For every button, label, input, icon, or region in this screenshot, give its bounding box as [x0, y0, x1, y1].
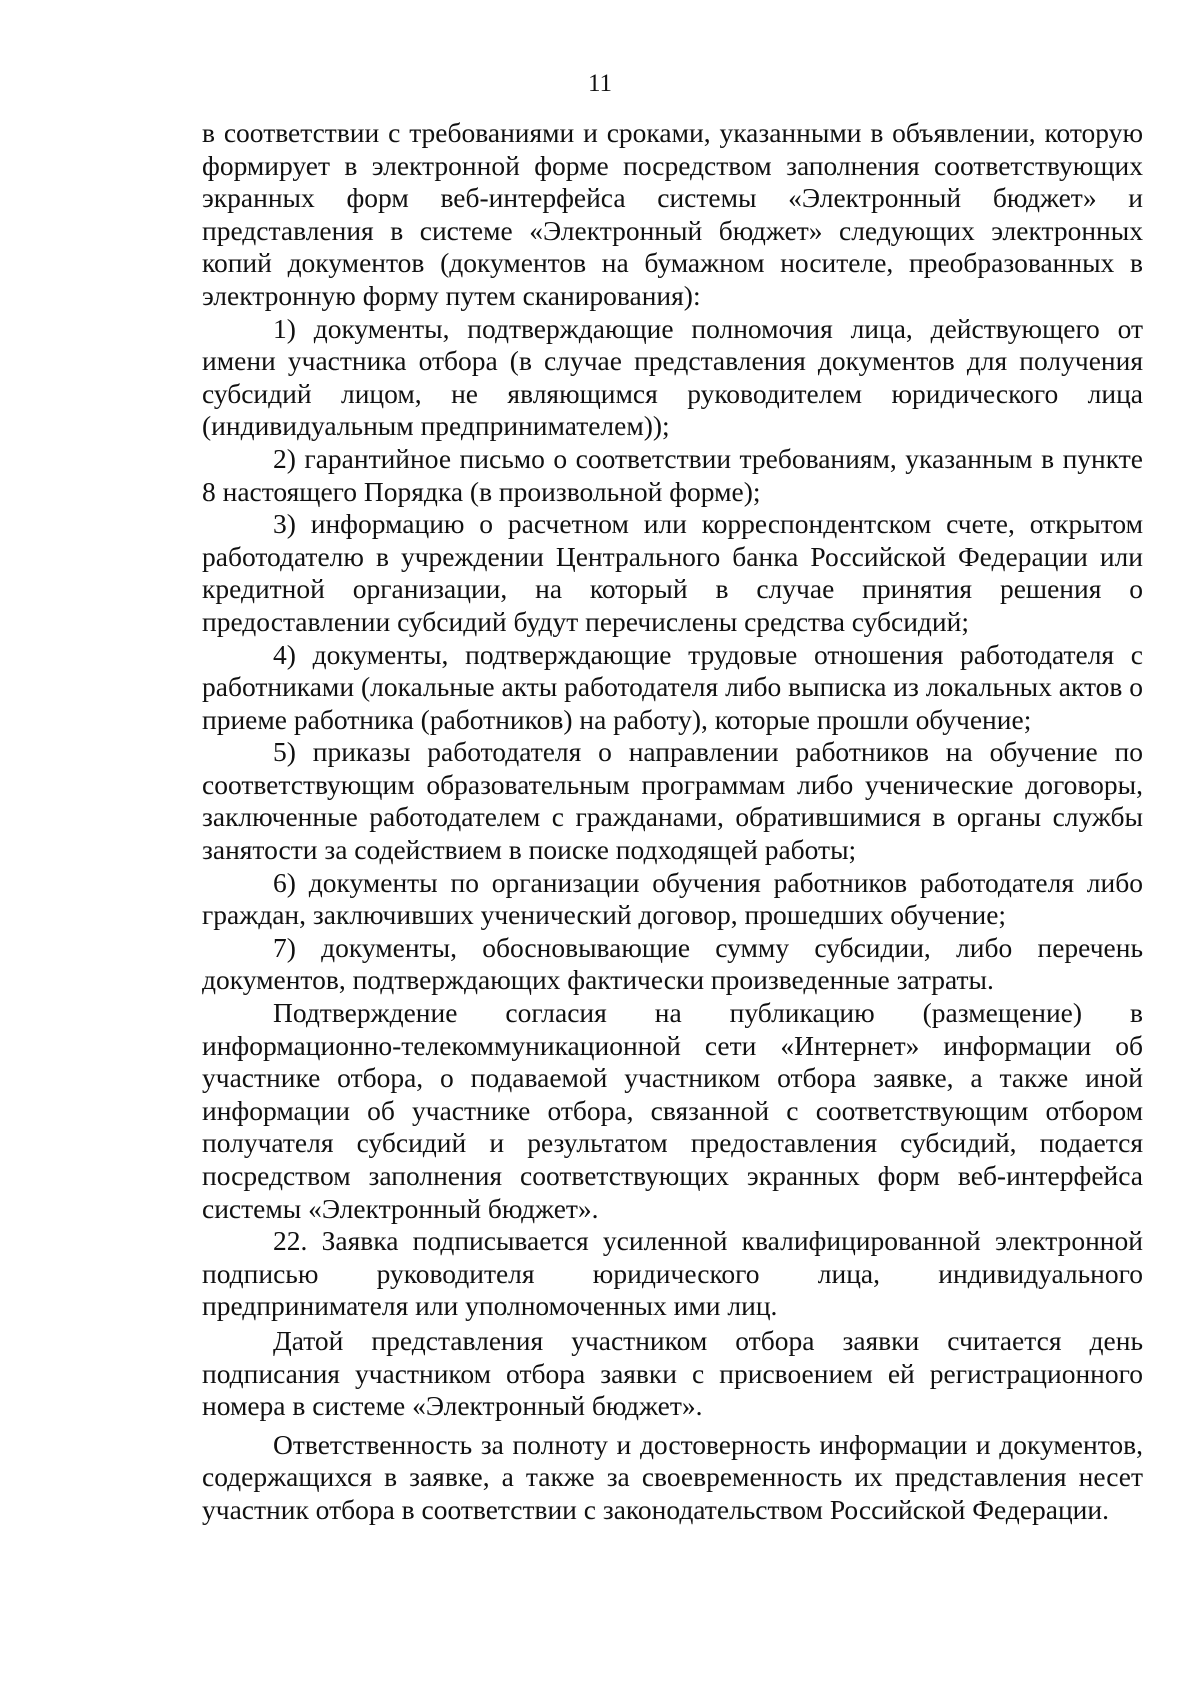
list-item-4: 4) документы, подтверждающие трудовые отношения работодателя с работниками (локальные акты работодателя либо выписка из локальных актов о приеме работника (работников) на работу), которые прошли обучение; — [202, 638, 1143, 735]
consent-paragraph: Подтверждение согласия на публикацию (размещение) в информационно-телекоммуникационной сети «Интернет» информации об участнике отбора, о подаваемой участником отбора заявке, а также иной информации об участнике отбора, связанной с соответствующим отбором получателя субсидий и результатом предоставления субсидий, подается посредством заполнения соответствующих экранных форм веб-интерфейса системы «Электронный бюджет». — [202, 997, 1143, 1224]
submission-date-paragraph: Датой представления участником отбора заявки считается день подписания участником отбора заявки с присвоением ей регистрационного номера в системе «Электронный бюджет». — [202, 1324, 1143, 1422]
list-item-5: 5) приказы работодателя о направлении работников на обучение по соответствующим образовательным программам либо ученические договоры, заключенные работодателем с гражданами, обратившимися в органы службы занятости за содействием в поиске подходящей работы; — [202, 736, 1143, 866]
responsibility-paragraph: Ответственность за полноту и достоверность информации и документов, содержащихся в заявке, а также за своевременность их представления несет участник отбора в соответствии с законодательством Российской Федерации. — [202, 1428, 1143, 1525]
list-item-1: 1) документы, подтверждающие полномочия лица, действующего от имени участника отбора (в случае представления документов для получения субсидий лицом, не являющимся руководителем юридического лица (индивидуальным предпринимателем)); — [202, 312, 1143, 442]
intro-paragraph: в соответствии с требованиями и сроками, указанными в объявлении, которую формирует в электронной форме посредством заполнения соответствующих экранных форм веб-интерфейса системы «Электронный бюджет» и представления в системе «Электронный бюджет» следующих электронных копий документов (документов на бумажном носителе, преобразованных в электронную форму путем сканирования): — [202, 117, 1143, 311]
page-number: 11 — [587, 70, 613, 97]
document-body — [202, 117, 1143, 1527]
clause-22-paragraph: 22. Заявка подписывается усиленной квалифицированной электронной подписью руководителя юридического лица, индивидуального предпринимателя или уполномоченных ими лиц. — [202, 1225, 1143, 1322]
list-item-6: 6) документы по организации обучения работников работодателя либо граждан, заключивших ученический договор, прошедших обучение; — [202, 866, 1143, 931]
list-item-7: 7) документы, обосновывающие сумму субсидии, либо перечень документов, подтверждающих фактически произведенные затраты. — [202, 931, 1143, 996]
list-item-3: 3) информацию о расчетном или корреспондентском счете, открытом работодателю в учреждении Центрального банка Российской Федерации или кредитной организации, на который в случае принятия решения о предоставлении субсидий будут перечислены средства субсидий; — [202, 508, 1143, 637]
list-item-2: 2) гарантийное письмо о соответствии требованиям, указанным в пункте 8 настоящего Порядка (в произвольной форме); — [202, 442, 1143, 507]
